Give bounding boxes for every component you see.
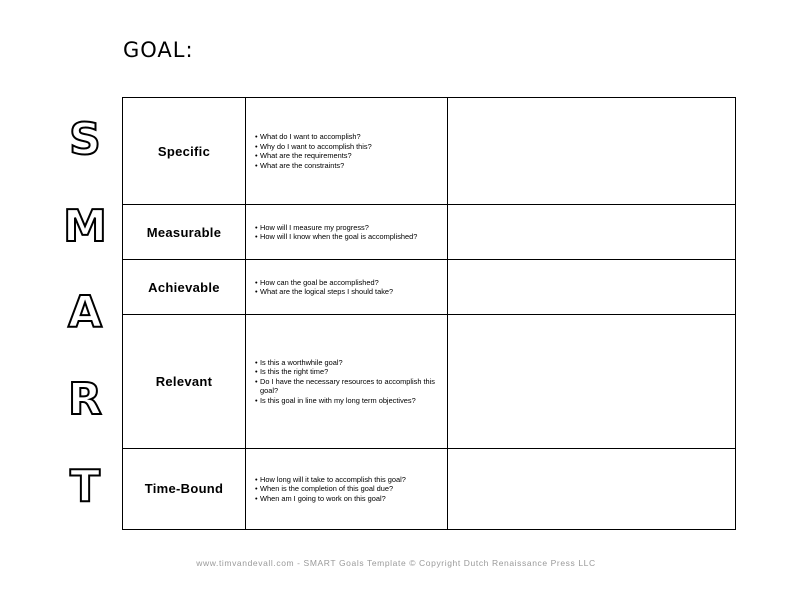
question-item: • How can the goal be accomplished? [255, 278, 441, 288]
acronym-letter-a: A [67, 287, 103, 339]
acronym-letter-r: R [68, 374, 102, 426]
question-item: • Is this goal in line with my long term objectives? [255, 396, 441, 406]
copyright-footer: www.timvandevall.com - SMART Goals Template © Copyright Dutch Renaissance Press LLC [196, 558, 596, 568]
question-item: • How long will it take to accomplish this goal? [255, 475, 441, 485]
smart-goals-table [122, 97, 736, 530]
row-label-measurable: Measurable [123, 205, 246, 260]
question-item: • What are the constraints? [255, 161, 441, 171]
table-row-specific [123, 98, 736, 205]
row-label-specific: Specific [123, 98, 246, 205]
row-label-achievable: Achievable [123, 260, 246, 315]
question-list [246, 475, 447, 504]
questions-cell-relevant [246, 315, 448, 448]
acronym-letter-t: T [69, 460, 100, 512]
question-list [246, 223, 447, 242]
row-label-time-bound: Time-Bound [123, 448, 246, 529]
question-item: • How will I know when the goal is accomplished? [255, 232, 441, 242]
row-label-relevant: Relevant [123, 315, 246, 448]
questions-cell-specific [246, 98, 448, 205]
acronym-letter-s: S [69, 114, 101, 166]
table-row-measurable [123, 205, 736, 260]
questions-cell-achievable [246, 260, 448, 315]
question-item: • Do I have the necessary resources to accomplish this goal? [255, 377, 441, 396]
answer-field-achievable[interactable] [448, 260, 736, 315]
question-item: • What are the requirements? [255, 151, 441, 161]
questions-cell-measurable [246, 205, 448, 260]
question-item: • When am I going to work on this goal? [255, 494, 441, 504]
smart-acronym [58, 97, 112, 530]
question-item: • How will I measure my progress? [255, 223, 441, 233]
table-row-relevant [123, 315, 736, 448]
question-list [246, 132, 447, 170]
acronym-letter-m: M [63, 200, 107, 252]
question-item: • When is the completion of this goal due? [255, 484, 441, 494]
page-title: GOAL: [123, 38, 194, 62]
question-item: • Is this a worthwhile goal? [255, 358, 441, 368]
questions-cell-time-bound [246, 448, 448, 529]
question-item: • What do I want to accomplish? [255, 132, 441, 142]
question-list [246, 358, 447, 406]
answer-field-specific[interactable] [448, 98, 736, 205]
answer-field-time-bound[interactable] [448, 448, 736, 529]
question-item: • What are the logical steps I should take? [255, 287, 441, 297]
answer-field-relevant[interactable] [448, 315, 736, 448]
question-list [246, 278, 447, 297]
question-item: • Why do I want to accomplish this? [255, 142, 441, 152]
answer-field-measurable[interactable] [448, 205, 736, 260]
question-item: • Is this the right time? [255, 367, 441, 377]
table-row-time-bound [123, 448, 736, 529]
table-row-achievable [123, 260, 736, 315]
